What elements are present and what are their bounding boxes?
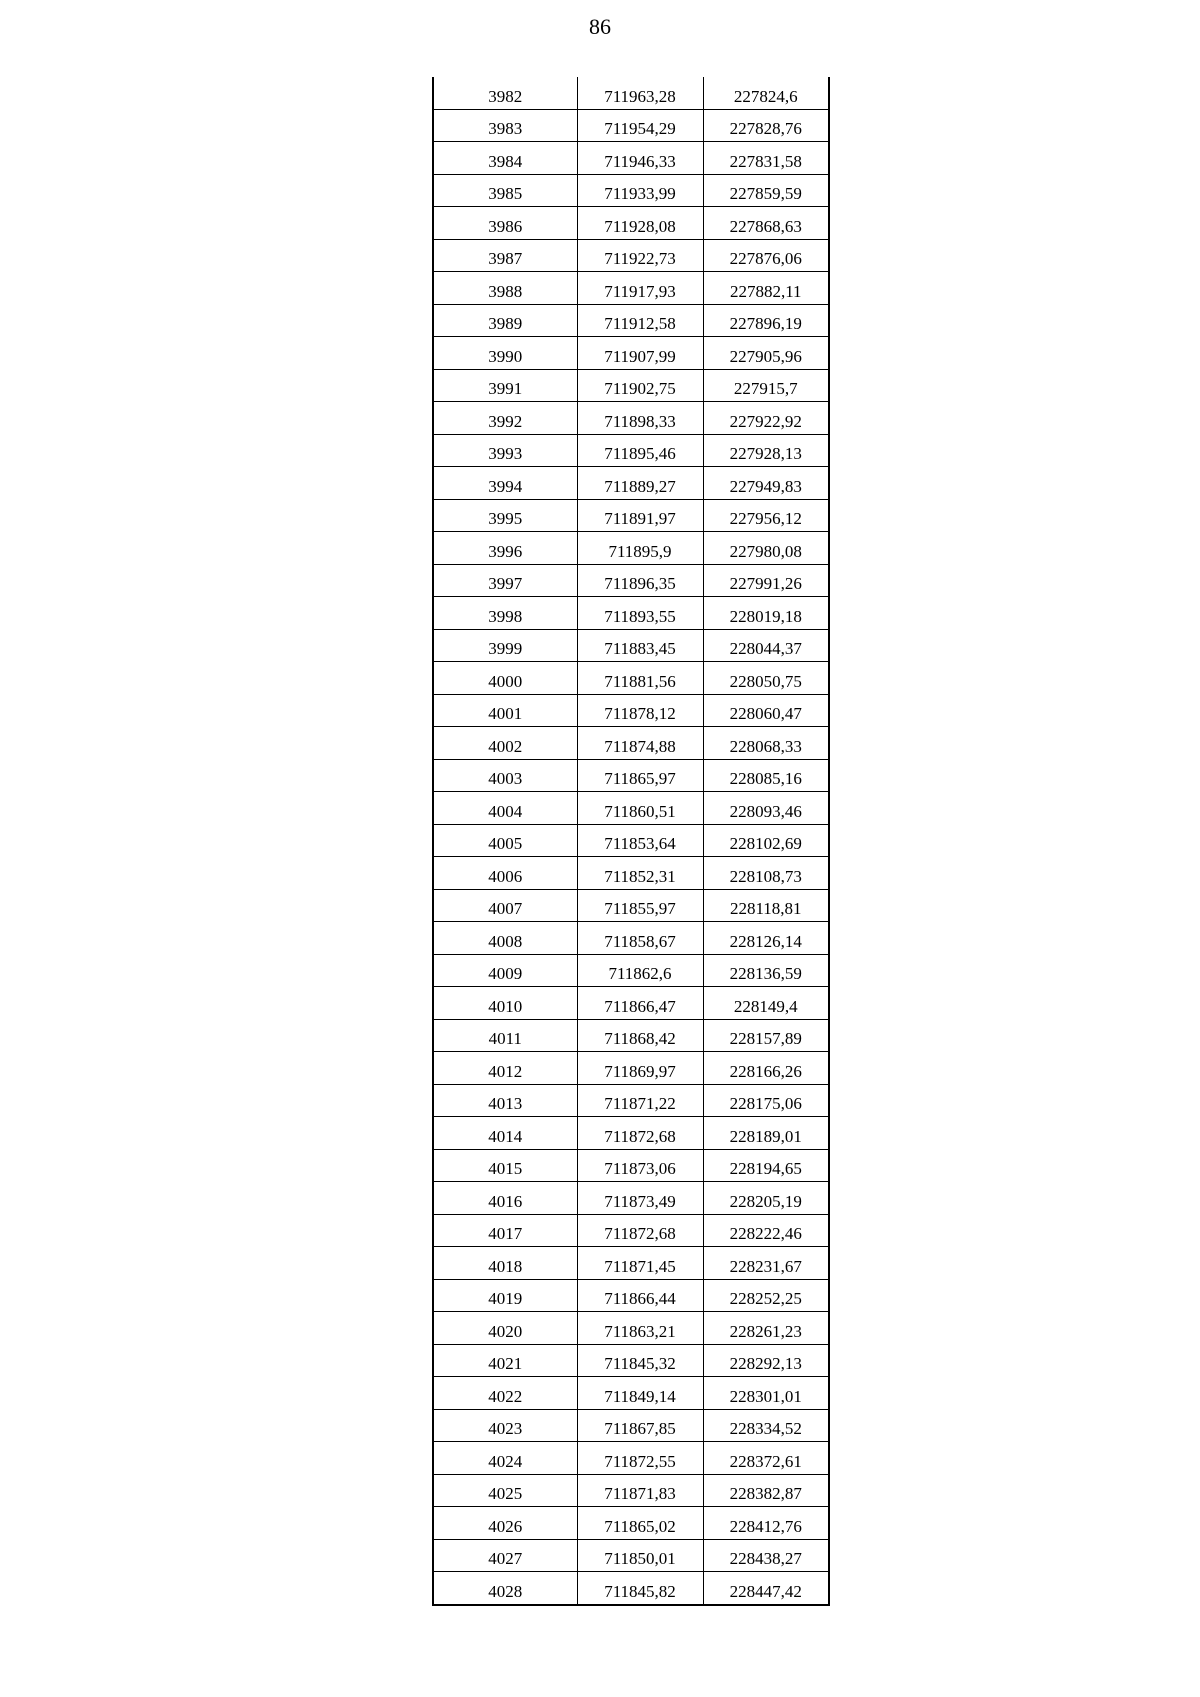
x-coordinate-cell: 711907,99	[577, 337, 703, 370]
table-row	[433, 1442, 829, 1475]
y-coordinate-cell: 228093,46	[703, 792, 829, 825]
x-coordinate-cell: 711869,97	[577, 1052, 703, 1085]
x-coordinate-cell: 711866,44	[577, 1279, 703, 1312]
point-number-cell: 3991	[433, 369, 577, 402]
point-number-cell: 3990	[433, 337, 577, 370]
point-number-cell: 3998	[433, 597, 577, 630]
y-coordinate-cell: 228194,65	[703, 1149, 829, 1182]
x-coordinate-cell: 711898,33	[577, 402, 703, 435]
table-row	[433, 1052, 829, 1085]
table-row	[433, 109, 829, 142]
point-number-cell: 4018	[433, 1247, 577, 1280]
point-number-cell: 4019	[433, 1279, 577, 1312]
y-coordinate-cell: 228372,61	[703, 1442, 829, 1475]
y-coordinate-cell: 228050,75	[703, 662, 829, 695]
table-row	[433, 499, 829, 532]
table-row	[433, 629, 829, 662]
x-coordinate-cell: 711933,99	[577, 174, 703, 207]
point-number-cell: 4005	[433, 824, 577, 857]
y-coordinate-cell: 228044,37	[703, 629, 829, 662]
y-coordinate-cell: 228231,67	[703, 1247, 829, 1280]
point-number-cell: 4023	[433, 1409, 577, 1442]
x-coordinate-cell: 711872,68	[577, 1117, 703, 1150]
point-number-cell: 4025	[433, 1474, 577, 1507]
y-coordinate-cell: 228118,81	[703, 889, 829, 922]
point-number-cell: 3997	[433, 564, 577, 597]
point-number-cell: 3988	[433, 272, 577, 305]
y-coordinate-cell: 228108,73	[703, 857, 829, 890]
x-coordinate-cell: 711902,75	[577, 369, 703, 402]
table-row	[433, 304, 829, 337]
point-number-cell: 4026	[433, 1507, 577, 1540]
point-number-cell: 4014	[433, 1117, 577, 1150]
y-coordinate-cell: 228068,33	[703, 727, 829, 760]
y-coordinate-cell: 227922,92	[703, 402, 829, 435]
table-row	[433, 1279, 829, 1312]
x-coordinate-cell: 711845,82	[577, 1572, 703, 1605]
x-coordinate-cell: 711891,97	[577, 499, 703, 532]
table-row	[433, 1247, 829, 1280]
table-row	[433, 532, 829, 565]
y-coordinate-cell: 227980,08	[703, 532, 829, 565]
point-number-cell: 3984	[433, 142, 577, 175]
y-coordinate-cell: 227949,83	[703, 467, 829, 500]
table-row	[433, 337, 829, 370]
y-coordinate-cell: 227831,58	[703, 142, 829, 175]
table-row	[433, 174, 829, 207]
x-coordinate-cell: 711946,33	[577, 142, 703, 175]
y-coordinate-cell: 227876,06	[703, 239, 829, 272]
page-number: 86	[589, 14, 611, 39]
table-row	[433, 369, 829, 402]
x-coordinate-cell: 711889,27	[577, 467, 703, 500]
y-coordinate-cell: 228447,42	[703, 1572, 829, 1605]
y-coordinate-cell: 227956,12	[703, 499, 829, 532]
table-row	[433, 1149, 829, 1182]
point-number-cell: 4021	[433, 1344, 577, 1377]
y-coordinate-cell: 228019,18	[703, 597, 829, 630]
y-coordinate-cell: 227905,96	[703, 337, 829, 370]
y-coordinate-cell: 228292,13	[703, 1344, 829, 1377]
coordinates-table-body	[433, 77, 829, 1605]
x-coordinate-cell: 711845,32	[577, 1344, 703, 1377]
y-coordinate-cell: 228102,69	[703, 824, 829, 857]
y-coordinate-cell: 227868,63	[703, 207, 829, 240]
table-row	[433, 467, 829, 500]
x-coordinate-cell: 711881,56	[577, 662, 703, 695]
table-row	[433, 987, 829, 1020]
table-row	[433, 824, 829, 857]
x-coordinate-cell: 711963,28	[577, 77, 703, 109]
point-number-cell: 4010	[433, 987, 577, 1020]
table-row	[433, 77, 829, 109]
point-number-cell: 4022	[433, 1377, 577, 1410]
x-coordinate-cell: 711858,67	[577, 922, 703, 955]
table-row	[433, 1182, 829, 1215]
table-row	[433, 1474, 829, 1507]
point-number-cell: 4003	[433, 759, 577, 792]
table-row	[433, 759, 829, 792]
y-coordinate-cell: 228157,89	[703, 1019, 829, 1052]
table-row	[433, 694, 829, 727]
y-coordinate-cell: 228166,26	[703, 1052, 829, 1085]
y-coordinate-cell: 228412,76	[703, 1507, 829, 1540]
y-coordinate-cell: 228438,27	[703, 1539, 829, 1572]
y-coordinate-cell: 227991,26	[703, 564, 829, 597]
point-number-cell: 3996	[433, 532, 577, 565]
x-coordinate-cell: 711849,14	[577, 1377, 703, 1410]
x-coordinate-cell: 711862,6	[577, 954, 703, 987]
y-coordinate-cell: 228252,25	[703, 1279, 829, 1312]
point-number-cell: 4002	[433, 727, 577, 760]
x-coordinate-cell: 711928,08	[577, 207, 703, 240]
point-number-cell: 4001	[433, 694, 577, 727]
table-row	[433, 597, 829, 630]
x-coordinate-cell: 711866,47	[577, 987, 703, 1020]
point-number-cell: 3994	[433, 467, 577, 500]
table-row	[433, 1344, 829, 1377]
y-coordinate-cell: 228126,14	[703, 922, 829, 955]
table-row	[433, 662, 829, 695]
x-coordinate-cell: 711878,12	[577, 694, 703, 727]
table-row	[433, 272, 829, 305]
x-coordinate-cell: 711850,01	[577, 1539, 703, 1572]
table-row	[433, 402, 829, 435]
table-row	[433, 239, 829, 272]
y-coordinate-cell: 228382,87	[703, 1474, 829, 1507]
table-row	[433, 1117, 829, 1150]
point-number-cell: 4012	[433, 1052, 577, 1085]
y-coordinate-cell: 228261,23	[703, 1312, 829, 1345]
x-coordinate-cell: 711868,42	[577, 1019, 703, 1052]
x-coordinate-cell: 711883,45	[577, 629, 703, 662]
y-coordinate-cell: 228301,01	[703, 1377, 829, 1410]
x-coordinate-cell: 711872,55	[577, 1442, 703, 1475]
x-coordinate-cell: 711871,83	[577, 1474, 703, 1507]
point-number-cell: 4027	[433, 1539, 577, 1572]
coordinates-table-container	[432, 77, 830, 1606]
x-coordinate-cell: 711863,21	[577, 1312, 703, 1345]
table-row	[433, 1377, 829, 1410]
x-coordinate-cell: 711872,68	[577, 1214, 703, 1247]
table-row	[433, 1539, 829, 1572]
table-row	[433, 142, 829, 175]
y-coordinate-cell: 227859,59	[703, 174, 829, 207]
x-coordinate-cell: 711922,73	[577, 239, 703, 272]
point-number-cell: 3989	[433, 304, 577, 337]
point-number-cell: 4008	[433, 922, 577, 955]
x-coordinate-cell: 711874,88	[577, 727, 703, 760]
point-number-cell: 4017	[433, 1214, 577, 1247]
x-coordinate-cell: 711855,97	[577, 889, 703, 922]
point-number-cell: 3986	[433, 207, 577, 240]
table-row	[433, 1019, 829, 1052]
x-coordinate-cell: 711895,46	[577, 434, 703, 467]
point-number-cell: 4000	[433, 662, 577, 695]
y-coordinate-cell: 228334,52	[703, 1409, 829, 1442]
point-number-cell: 3983	[433, 109, 577, 142]
x-coordinate-cell: 711896,35	[577, 564, 703, 597]
x-coordinate-cell: 711860,51	[577, 792, 703, 825]
x-coordinate-cell: 711853,64	[577, 824, 703, 857]
point-number-cell: 4016	[433, 1182, 577, 1215]
x-coordinate-cell: 711893,55	[577, 597, 703, 630]
y-coordinate-cell: 228149,4	[703, 987, 829, 1020]
table-row	[433, 434, 829, 467]
x-coordinate-cell: 711954,29	[577, 109, 703, 142]
point-number-cell: 3985	[433, 174, 577, 207]
table-row	[433, 1214, 829, 1247]
x-coordinate-cell: 711895,9	[577, 532, 703, 565]
point-number-cell: 4004	[433, 792, 577, 825]
point-number-cell: 4024	[433, 1442, 577, 1475]
point-number-cell: 3999	[433, 629, 577, 662]
point-number-cell: 3995	[433, 499, 577, 532]
y-coordinate-cell: 228085,16	[703, 759, 829, 792]
point-number-cell: 3982	[433, 77, 577, 109]
table-row	[433, 1572, 829, 1605]
y-coordinate-cell: 228205,19	[703, 1182, 829, 1215]
y-coordinate-cell: 228136,59	[703, 954, 829, 987]
point-number-cell: 3987	[433, 239, 577, 272]
point-number-cell: 3992	[433, 402, 577, 435]
y-coordinate-cell: 228189,01	[703, 1117, 829, 1150]
table-row	[433, 564, 829, 597]
y-coordinate-cell: 227882,11	[703, 272, 829, 305]
coordinates-table	[432, 77, 830, 1606]
table-row	[433, 1507, 829, 1540]
x-coordinate-cell: 711867,85	[577, 1409, 703, 1442]
table-row	[433, 857, 829, 890]
table-row	[433, 1312, 829, 1345]
x-coordinate-cell: 711917,93	[577, 272, 703, 305]
y-coordinate-cell: 228175,06	[703, 1084, 829, 1117]
y-coordinate-cell: 227896,19	[703, 304, 829, 337]
x-coordinate-cell: 711871,45	[577, 1247, 703, 1280]
table-row	[433, 954, 829, 987]
x-coordinate-cell: 711912,58	[577, 304, 703, 337]
point-number-cell: 4020	[433, 1312, 577, 1345]
x-coordinate-cell: 711873,06	[577, 1149, 703, 1182]
x-coordinate-cell: 711865,97	[577, 759, 703, 792]
table-row	[433, 922, 829, 955]
point-number-cell: 4007	[433, 889, 577, 922]
y-coordinate-cell: 228060,47	[703, 694, 829, 727]
table-row	[433, 727, 829, 760]
point-number-cell: 4013	[433, 1084, 577, 1117]
y-coordinate-cell: 228222,46	[703, 1214, 829, 1247]
point-number-cell: 4011	[433, 1019, 577, 1052]
y-coordinate-cell: 227824,6	[703, 77, 829, 109]
x-coordinate-cell: 711873,49	[577, 1182, 703, 1215]
y-coordinate-cell: 227915,7	[703, 369, 829, 402]
table-row	[433, 1084, 829, 1117]
point-number-cell: 4015	[433, 1149, 577, 1182]
point-number-cell: 4028	[433, 1572, 577, 1605]
x-coordinate-cell: 711871,22	[577, 1084, 703, 1117]
table-row	[433, 1409, 829, 1442]
point-number-cell: 3993	[433, 434, 577, 467]
x-coordinate-cell: 711852,31	[577, 857, 703, 890]
table-row	[433, 207, 829, 240]
table-row	[433, 792, 829, 825]
point-number-cell: 4009	[433, 954, 577, 987]
x-coordinate-cell: 711865,02	[577, 1507, 703, 1540]
y-coordinate-cell: 227928,13	[703, 434, 829, 467]
point-number-cell: 4006	[433, 857, 577, 890]
table-row	[433, 889, 829, 922]
y-coordinate-cell: 227828,76	[703, 109, 829, 142]
